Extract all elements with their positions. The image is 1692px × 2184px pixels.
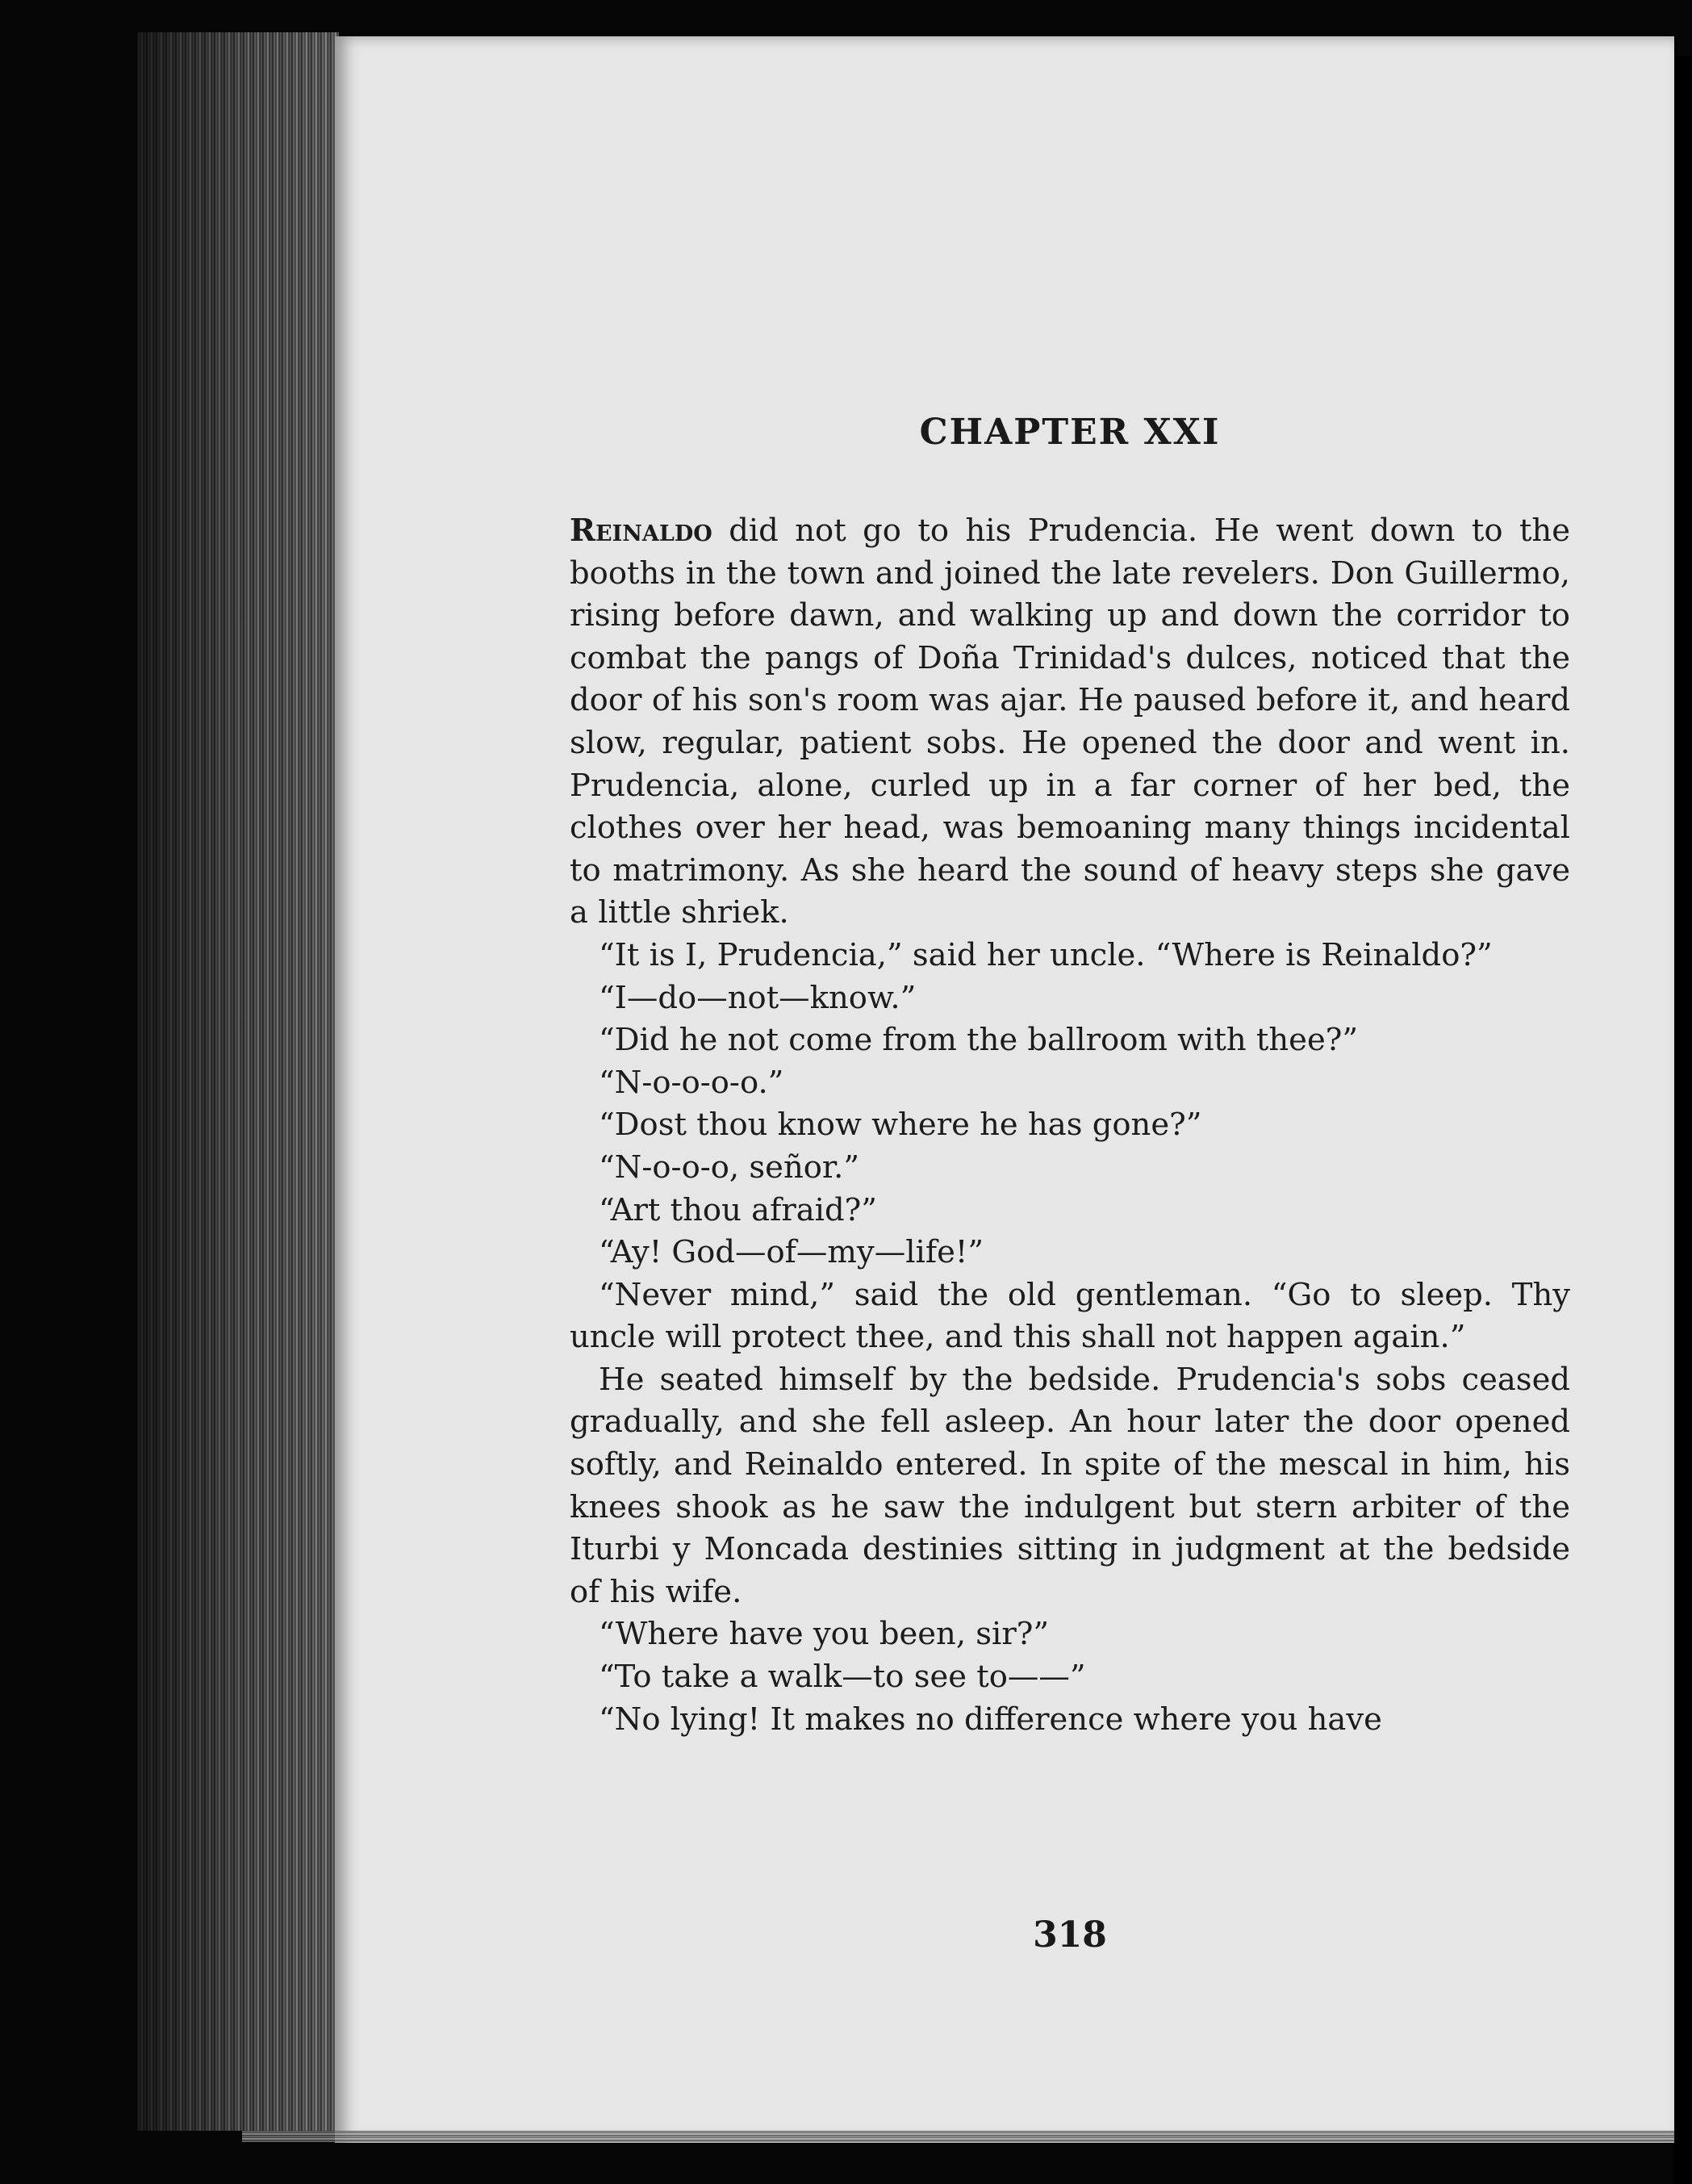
paragraph: “To take a walk—to see to——”	[599, 1659, 1086, 1696]
paragraph: “Did he not come from the ballroom with thee?”	[599, 1022, 1359, 1059]
paragraph: “Where have you been, sir?”	[599, 1616, 1050, 1653]
book-page-edges-shadow	[137, 32, 339, 2131]
paragraph: “It is I, Prudencia,” said her uncle. “Where is Reinaldo?”	[599, 936, 1493, 973]
paragraph: “No lying! It makes no difference where you have	[599, 1701, 1382, 1738]
scan-border-right	[1674, 56, 1692, 2184]
paragraph: “Ay! God—of—my—life!”	[599, 1234, 984, 1271]
paragraph-text: did not go to his Prudencia. He went down to the booths in the town and joined the late revelers. Don Guillermo, rising before dawn, and walking up and down the corridor to combat the pangs of Doña Trinidad's dulces, noticed that the door of his son's room was ajar. He paused before it, and heard slow, regular, patient sobs. He opened the door and went in. Prudencia, alone, curled up in a far corner of her bed, the clothes over her head, was bemoaning many things incidental to matrimony. As she heard the sound of heavy steps she gave a little shriek.	[570, 513, 1570, 931]
paragraph-1	[570, 510, 1570, 935]
paragraph-lead-word: Reinaldo	[570, 513, 712, 549]
book-bottom-edges	[242, 2131, 1686, 2142]
chapter-heading: CHAPTER XXI	[919, 412, 1221, 453]
paragraph: “Art thou afraid?”	[599, 1191, 877, 1228]
paragraph: “Never mind,” said the old gentleman. “Go to sleep. Thy uncle will protect thee, and this shall not happen again.”	[570, 1276, 1570, 1356]
paragraph: He seated himself by the bedside. Prudencia's sobs ceased gradually, and she fell asleep. An hour later the door opened softly, and Reinaldo entered. In spite of the mescal in him, his knees shook as he saw the indulgent but stern arbiter of the Iturbi y Moncada destinies sitting in judgment at the bedside of his wife.	[570, 1361, 1570, 1610]
paragraph: “N-o-o-o-o.”	[599, 1064, 784, 1101]
page-number: 318	[1033, 1914, 1107, 1956]
paragraph: “N-o-o-o, señor.”	[599, 1148, 860, 1186]
paragraph: “I—do—not—know.”	[599, 979, 917, 1016]
paragraph: “Dost thou know where he has gone?”	[599, 1107, 1202, 1144]
chapter-body	[570, 510, 1570, 1741]
